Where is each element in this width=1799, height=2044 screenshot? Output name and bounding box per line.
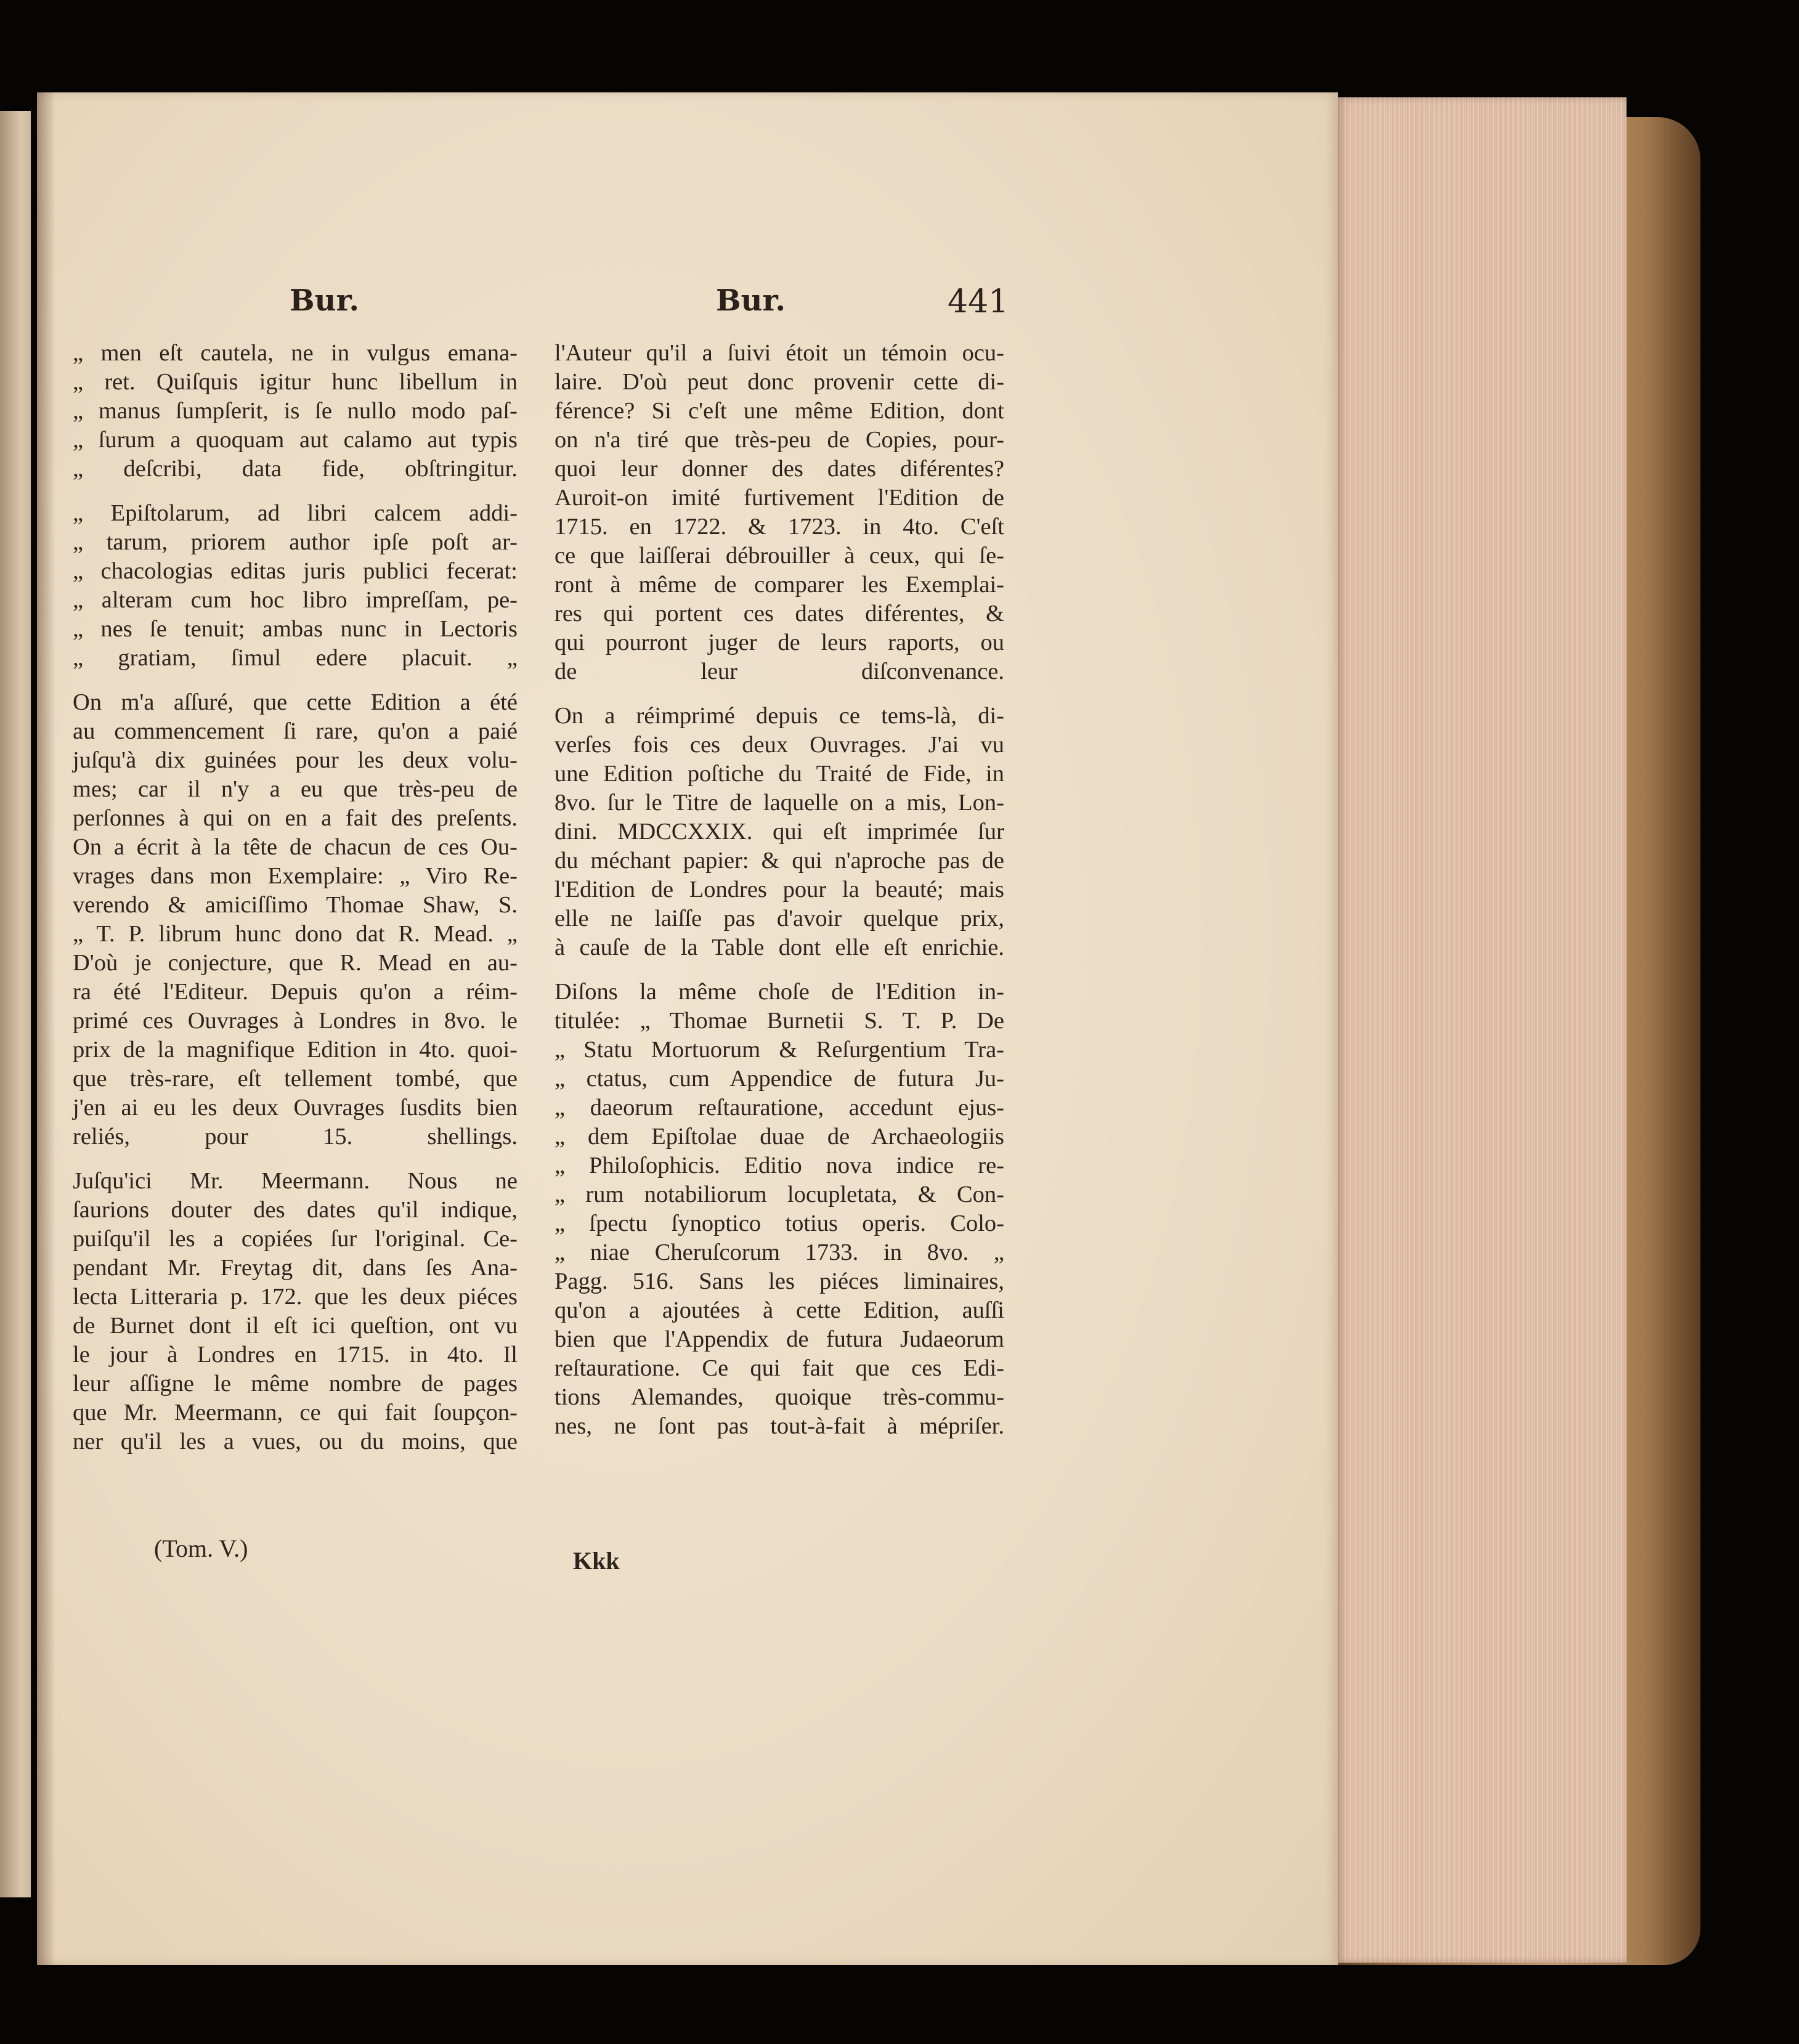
text-line: pendant Mr. Freytag dit, dans ſes Ana- xyxy=(73,1255,518,1281)
text-line: le jour à Londres en 1715. in 4to. Il xyxy=(73,1342,518,1368)
text-line: vrages dans mon Exemplaire: „ Viro Re- xyxy=(73,863,518,889)
text-line: mes; car il n'y a eu que très-peu de xyxy=(73,776,518,802)
text-line: Juſqu'ici Mr. Meermann. Nous ne xyxy=(73,1168,518,1194)
text-line: „ daeorum reſtauratione, accedunt ejus- xyxy=(554,1095,1004,1121)
text-line: res qui portent ces dates diférentes, & xyxy=(554,601,1004,627)
text-line: „ T. P. librum hunc dono dat R. Mead. „ xyxy=(73,921,518,947)
text-line: elle ne laiſſe pas d'avoir quelque prix, xyxy=(554,906,1004,931)
text-line: „ tarum, priorem author ipſe poſt ar- xyxy=(73,529,518,555)
text-line: de leur diſconvenance. xyxy=(554,659,1004,684)
text-line: au commencement ſi rare, qu'on a paié xyxy=(73,718,518,744)
text-line: verſes fois ces deux Ouvrages. J'ai vu xyxy=(554,732,1004,758)
text-line: „ chacologias editas juris publici fecerat: xyxy=(73,558,518,584)
text-line: „ manus ſumpſerit, is ſe nullo modo paſ- xyxy=(73,398,518,424)
text-line: quoi leur donner des dates diférentes? xyxy=(554,456,1004,482)
text-line: du méchant papier: & qui n'aproche pas de xyxy=(554,848,1004,874)
text-line: „ Statu Mortuorum & Reſurgentium Tra- xyxy=(554,1037,1004,1063)
text-line: D'où je conjecture, que R. Mead en au- xyxy=(73,950,518,976)
text-line: de Burnet dont il eſt ici queſtion, ont vu xyxy=(73,1313,518,1339)
text-line: prix de la magnifique Edition in 4to. quoi- xyxy=(73,1037,518,1063)
text-line: On a écrit à la tête de chacun de ces Ou- xyxy=(73,834,518,860)
text-line: titulée: „ Thomae Burnetii S. T. P. De xyxy=(554,1008,1004,1034)
previous-page-edge xyxy=(0,111,31,1897)
text-line: On m'a aſſuré, que cette Edition a été xyxy=(73,689,518,715)
text-line: lecta Litteraria p. 172. que les deux piéces xyxy=(73,1284,518,1310)
text-line: „ gratiam, ſimul edere placuit. „ xyxy=(73,645,518,671)
left-paragraph xyxy=(73,1167,518,1456)
text-line: Diſons la même choſe de l'Edition in- xyxy=(554,979,1004,1005)
text-line: ront à même de comparer les Exemplai- xyxy=(554,572,1004,598)
text-line: Auroit-on imité furtivement l'Edition de xyxy=(554,485,1004,511)
text-line: j'en ai eu les deux Ouvrages ſusdits bien xyxy=(73,1095,518,1121)
text-line: „ rum notabiliorum locupletata, & Con- xyxy=(554,1182,1004,1207)
text-line: „ Epiſtolarum, ad libri calcem addi- xyxy=(73,500,518,526)
text-line: qui pourront juger de leurs raports, ou xyxy=(554,630,1004,655)
page-gutter-shadow xyxy=(37,92,55,1965)
left-paragraph xyxy=(73,499,518,673)
signature-mark: Kkk xyxy=(573,1547,620,1575)
footer-volume: (Tom. V.) xyxy=(154,1535,248,1562)
text-line: dini. MDCCXXIX. qui eſt imprimée ſur xyxy=(554,819,1004,845)
text-line: ner qu'il les a vues, ou du moins, que xyxy=(73,1429,518,1454)
text-line: „ ſpectu ſynoptico totius operis. Colo- xyxy=(554,1211,1004,1236)
text-line: „ ſurum a quoquam aut calamo aut typis xyxy=(73,427,518,453)
text-line: 8vo. ſur le Titre de laquelle on a mis, Lon- xyxy=(554,790,1004,816)
text-line: puiſqu'il les a copiées ſur l'original. Ce- xyxy=(73,1226,518,1252)
right-paragraph xyxy=(554,702,1004,962)
text-line: ra été l'Editeur. Depuis qu'on a réim- xyxy=(73,979,518,1005)
text-line: tions Alemandes, quoique très-commu- xyxy=(554,1384,1004,1410)
text-line: bien que l'Appendix de futura Judaeorum xyxy=(554,1326,1004,1352)
text-line: nes, ne ſont pas tout-à-fait à mépriſer. xyxy=(554,1413,1004,1439)
text-line: „ ctatus, cum Appendice de futura Ju- xyxy=(554,1066,1004,1092)
left-paragraph xyxy=(73,688,518,1151)
text-line: „ Philoſophicis. Editio nova indice re- xyxy=(554,1153,1004,1178)
text-line: on n'a tiré que très-peu de Copies, pour- xyxy=(554,427,1004,453)
running-head-right: Bur. xyxy=(716,283,786,318)
text-line: „ alteram cum hoc libro impreſſam, pe- xyxy=(73,587,518,613)
text-line: que Mr. Meermann, ce qui fait ſoupçon- xyxy=(73,1400,518,1426)
text-line: On a réimprimé depuis ce tems-là, di- xyxy=(554,703,1004,729)
text-line: „ men eſt cautela, ne in vulgus emana- xyxy=(73,340,518,366)
text-line: „ nes ſe tenuit; ambas nunc in Lectoris xyxy=(73,616,518,642)
text-line: „ niae Cheruſcorum 1733. in 8vo. „ xyxy=(554,1239,1004,1265)
text-line: leur aſſigne le même nombre de pages xyxy=(73,1371,518,1397)
running-head-left: Bur. xyxy=(290,283,360,318)
text-line: l'Auteur qu'il a ſuivi étoit un témoin ocu- xyxy=(554,340,1004,366)
left-paragraph xyxy=(73,339,518,484)
text-line: l'Edition de Londres pour la beauté; mais xyxy=(554,877,1004,902)
text-line: qu'on a ajoutées à cette Edition, auſſi xyxy=(554,1297,1004,1323)
text-line: perſonnes à qui on en a fait des preſents. xyxy=(73,805,518,831)
page-number: 441 xyxy=(948,283,1009,320)
text-line: ce que laiſſerai débrouiller à ceux, qui ſe- xyxy=(554,543,1004,569)
text-line: 1715. en 1722. & 1723. in 4to. C'eſt xyxy=(554,514,1004,540)
text-line: à cauſe de la Table dont elle eſt enrichie. xyxy=(554,935,1004,960)
text-line: juſqu'à dix guinées pour les deux volu- xyxy=(73,747,518,773)
text-line: „ dem Epiſtolae duae de Archaeologiis xyxy=(554,1124,1004,1150)
text-line: reliés, pour 15. shellings. xyxy=(73,1124,518,1150)
page-fore-edge xyxy=(1337,97,1626,1963)
text-line: férence? Si c'eſt une même Edition, dont xyxy=(554,398,1004,424)
text-column-left xyxy=(73,339,518,1472)
text-line: ſaurions douter des dates qu'il indique, xyxy=(73,1197,518,1223)
right-paragraph xyxy=(554,978,1004,1441)
text-line: „ ret. Quiſquis igitur hunc libellum in xyxy=(73,369,518,395)
text-line: que très-rare, eſt tellement tombé, que xyxy=(73,1066,518,1092)
text-line: reſtauratione. Ce qui fait que ces Edi- xyxy=(554,1355,1004,1381)
text-line: verendo & amiciſſimo Thomae Shaw, S. xyxy=(73,892,518,918)
text-line: „ deſcribi, data fide, obſtringitur. xyxy=(73,456,518,482)
text-line: une Edition poſtiche du Traité de Fide, in xyxy=(554,761,1004,787)
text-line: laire. D'où peut donc provenir cette di- xyxy=(554,369,1004,395)
right-paragraph xyxy=(554,339,1004,686)
text-line: primé ces Ouvrages à Londres in 8vo. le xyxy=(73,1008,518,1034)
text-line: Pagg. 516. Sans les piéces liminaires, xyxy=(554,1268,1004,1294)
text-column-right xyxy=(554,339,1004,1456)
